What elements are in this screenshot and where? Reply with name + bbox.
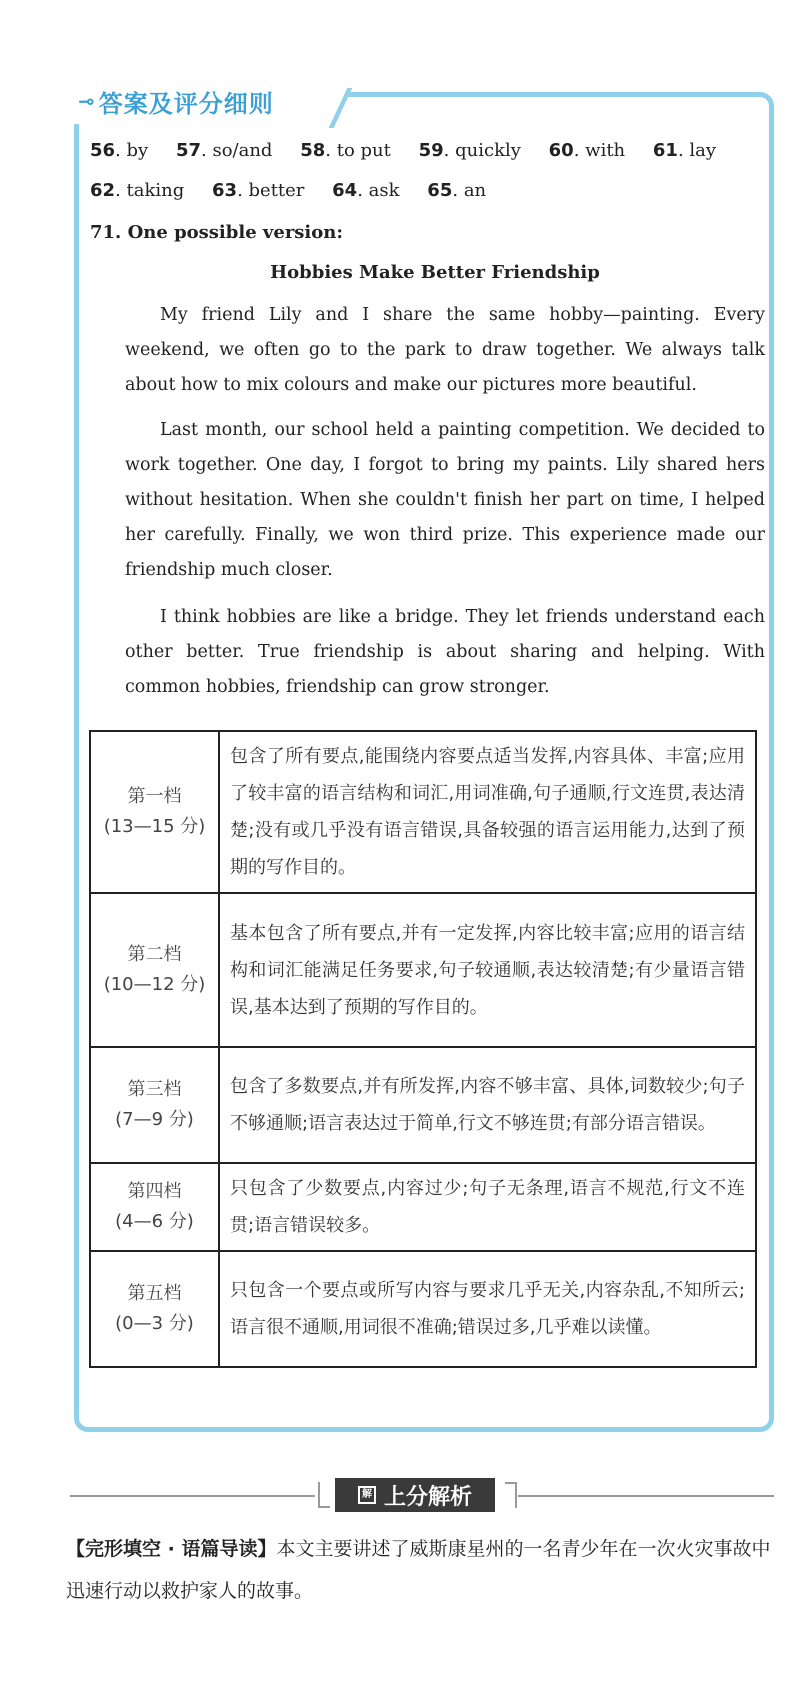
essay-title: Hobbies Make Better Friendship [270,262,600,283]
answer-item: 59. quickly [418,140,521,161]
badge-square-icon: 解 [358,1486,376,1504]
level-cell: 第五档 (0—3 分) [90,1251,219,1367]
level-cell: 第四档 (4—6 分) [90,1163,219,1251]
essay-paragraph-2: Last month, our school held a painting competition. We decided to work together. One day, I forgot to bring my paints. Lily shared hers without hesitation. When she couldn't finish her part on time, I helped her carefully. Finally, we won third prize. This experience made our friendship much closer. [125,420,765,580]
answer-item: 57. so/and [175,140,273,161]
table-row [90,1251,756,1367]
answer-item: 63. better [212,180,305,201]
writing-label: 71. One possible version: [90,222,344,243]
description-cell: 基本包含了所有要点,并有一定发挥,内容比较丰富;应用的语言结构和词汇能满足任务要求,句子较通顺,表达较清楚;有少量语言错误,基本达到了预期的写作目的。 [219,893,756,1047]
answer-item: 64. ask [332,180,400,201]
answer-item: 61. lay [652,140,717,161]
level-cell: 第三档 (7—9 分) [90,1047,219,1163]
answer-item: 56. by [90,140,149,161]
answer-item: 65. an [427,180,487,201]
essay-paragraph-1: My friend Lily and I share the same hobby—painting. Every weekend, we often go to the park to draw together. We always talk about how to mix colours and make our pictures more beautiful. [125,305,765,395]
answer-item: 62. taking [90,180,185,201]
key-icon: ⊸ [78,89,95,113]
essay-paragraph-3: I think hobbies are like a bridge. They let friends understand each other better. True friendship is about sharing and helping. With common hobbies, friendship can grow stronger. [125,607,765,697]
level-cell: 第二档 (10—12 分) [90,893,219,1047]
table-row [90,1163,756,1251]
answer-item: 60. with [548,140,626,161]
section-divider-left [70,1495,315,1497]
header-title: 答案及评分细则 [98,89,274,118]
section-title: 上分解析 [383,1484,472,1510]
answer-item: 58. to put [300,140,391,161]
section-badge [335,1478,495,1512]
guide-tag: 【完形填空 · 语篇导读】 [66,1538,277,1560]
description-cell: 只包含一个要点或所写内容与要求几乎无关,内容杂乱,不知所云;语言很不通顺,用词很不准确;错误过多,几乎难以读懂。 [219,1251,756,1367]
answer-row-2 [90,180,508,201]
description-cell: 包含了多数要点,并有所发挥,内容不够丰富、具体,词数较少;句子不够通顺;语言表达过于简单,行文不够连贯;有部分语言错误。 [219,1047,756,1163]
table-row [90,1047,756,1163]
level-cell: 第一档 (13—15 分) [90,731,219,893]
bracket-decoration [318,1482,330,1508]
description-cell: 包含了所有要点,能围绕内容要点适当发挥,内容具体、丰富;应用了较丰富的语言结构和词汇,用词准确,句子通顺,行文连贯,表达清楚;没有或几乎没有语言错误,具备较强的语言运用能力,达到了预期的写作目的。 [219,731,756,893]
section-divider-right [518,1495,774,1497]
table-row [90,893,756,1047]
guide-text: 本文主要讲述了威斯康星州的一名青少年在一次火灾事故中迅速行动以救护家人的故事。 [66,1538,771,1602]
scoring-rubric-table [89,730,757,1368]
bracket-decoration [505,1482,517,1508]
reading-guide [66,1528,778,1612]
table-row [90,731,756,893]
card-header [64,78,326,124]
description-cell: 只包含了少数要点,内容过少;句子无条理,语言不规范,行文不连贯;语言错误较多。 [219,1163,756,1251]
answer-row-1 [90,140,738,161]
